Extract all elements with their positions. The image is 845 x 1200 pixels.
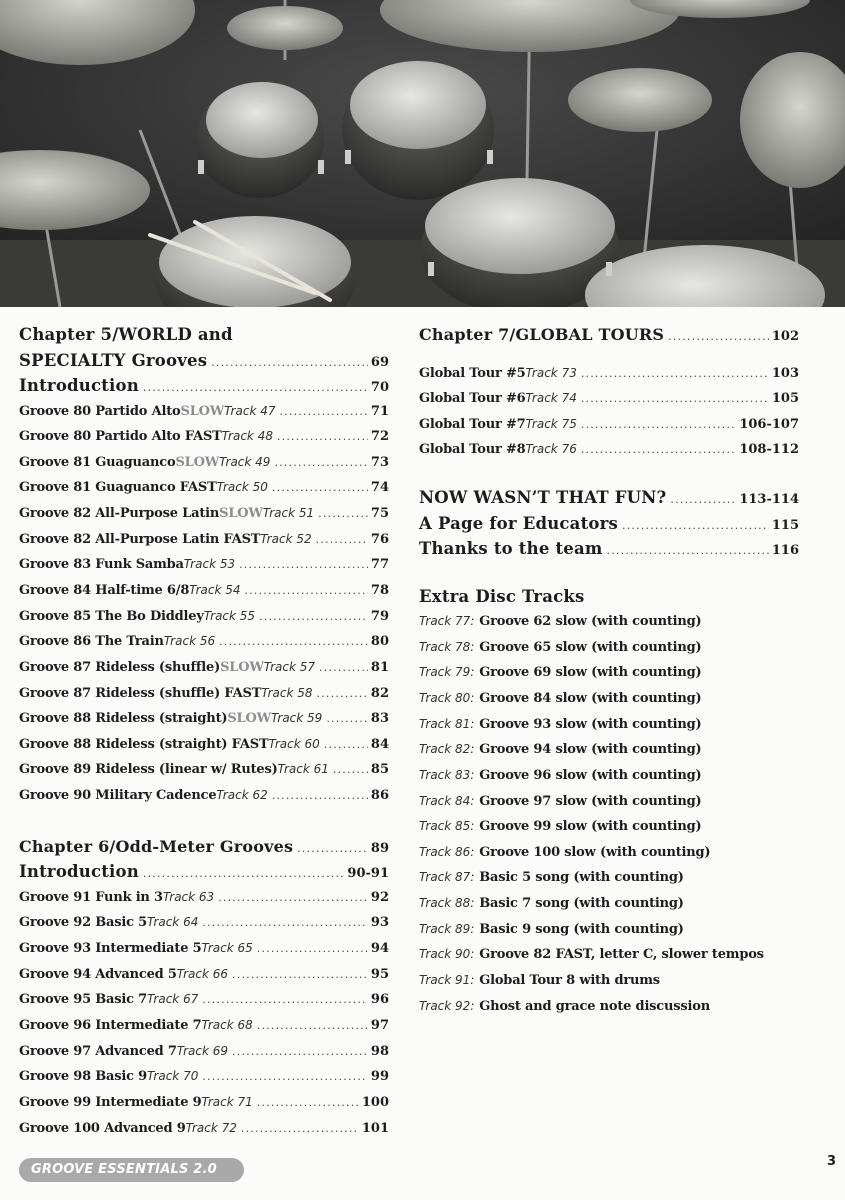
track-description: Groove 100 slow (with counting) bbox=[479, 844, 711, 860]
track-description: Groove 69 slow (with counting) bbox=[479, 665, 702, 681]
book-title: GROOVE ESSENTIALS bbox=[31, 1162, 189, 1177]
toc-entry[interactable] bbox=[419, 412, 799, 438]
track-description: Groove 84 slow (with counting) bbox=[479, 690, 702, 706]
track-ref: Track 75 bbox=[525, 416, 577, 431]
dot-leader bbox=[622, 513, 769, 539]
book-version: 2.0 bbox=[193, 1162, 217, 1177]
track-description: Basic 9 song (with counting) bbox=[479, 921, 684, 937]
page-number: 97 bbox=[370, 1017, 389, 1033]
entry-title: Groove 82 All-Purpose Latin bbox=[19, 506, 220, 522]
track-ref: Track 54 bbox=[189, 582, 241, 597]
extra-track-item[interactable] bbox=[419, 737, 799, 763]
toc-right-column bbox=[419, 322, 799, 1019]
dot-leader bbox=[279, 399, 367, 425]
toc-entry[interactable] bbox=[19, 910, 389, 936]
chapter-6-title: Chapter 6/Odd-Meter Grooves bbox=[19, 836, 294, 856]
entry-title: Groove 88 Rideless (straight) FAST bbox=[19, 736, 269, 752]
toc-entry[interactable] bbox=[19, 681, 389, 707]
misc-list bbox=[419, 485, 799, 562]
dot-leader bbox=[581, 412, 736, 438]
toc-entry-intro-6[interactable] bbox=[19, 859, 389, 885]
extra-track-item[interactable] bbox=[419, 712, 799, 738]
toc-entry[interactable] bbox=[419, 361, 799, 387]
dot-leader bbox=[272, 475, 368, 501]
entry-title: Groove 89 Rideless (linear w/ Rutes) bbox=[19, 762, 278, 778]
dot-leader bbox=[241, 1116, 359, 1142]
dot-leader bbox=[257, 1090, 359, 1116]
entry-title: NOW WASN’T THAT FUN? bbox=[419, 488, 667, 508]
dot-leader bbox=[272, 783, 368, 809]
extra-track-item[interactable] bbox=[419, 917, 799, 943]
track-description: Ghost and grace note discussion bbox=[479, 998, 710, 1014]
toc-entry[interactable] bbox=[19, 1064, 389, 1090]
chapter-5-title-line2: SPECIALTY Grooves bbox=[19, 350, 208, 370]
entry-title: Groove 86 The Train bbox=[19, 634, 164, 650]
track-ref: Track 84: bbox=[419, 793, 479, 808]
track-ref: Track 72 bbox=[185, 1120, 237, 1135]
track-description: Groove 99 slow (with counting) bbox=[479, 819, 702, 835]
extra-disc-list bbox=[419, 609, 799, 1019]
track-description: Groove 93 slow (with counting) bbox=[479, 716, 702, 732]
entry-title: Groove 87 Rideless (shuffle) FAST bbox=[19, 685, 262, 701]
track-ref: Track 78: bbox=[419, 639, 479, 654]
dot-leader bbox=[245, 578, 368, 604]
entry-title: Groove 80 Partido Alto bbox=[19, 403, 181, 419]
toc-entry[interactable] bbox=[19, 552, 389, 578]
track-ref: Track 69 bbox=[176, 1043, 229, 1058]
extra-track-item[interactable] bbox=[419, 865, 799, 891]
extra-track-item[interactable] bbox=[419, 840, 799, 866]
extra-track-item[interactable] bbox=[419, 891, 799, 917]
page-number: 82 bbox=[370, 685, 389, 701]
page-number: 70 bbox=[370, 380, 389, 395]
entry-title: Groove 90 Military Cadence bbox=[19, 788, 217, 804]
track-description: Groove 65 slow (with counting) bbox=[479, 639, 702, 655]
page-number: 100 bbox=[361, 1094, 389, 1110]
dot-leader bbox=[143, 861, 345, 887]
entry-title: Groove 87 Rideless (shuffle) bbox=[19, 659, 221, 675]
dot-leader bbox=[297, 836, 368, 862]
entry-title: Global Tour #7 bbox=[419, 416, 526, 432]
page-number: 92 bbox=[370, 889, 389, 905]
page-number: 113-114 bbox=[739, 492, 799, 508]
entry-title: Global Tour #8 bbox=[419, 442, 526, 458]
page-number: 95 bbox=[370, 966, 389, 982]
toc-entry-chapter-6[interactable] bbox=[19, 834, 389, 860]
entry-title: Groove 81 Guaguanco FAST bbox=[19, 480, 217, 496]
toc-entry-chapter-7[interactable] bbox=[419, 322, 799, 348]
toc-entry[interactable] bbox=[19, 629, 389, 655]
track-description: Global Tour 8 with drums bbox=[479, 973, 660, 989]
track-ref: Track 92: bbox=[419, 998, 479, 1013]
dot-leader bbox=[257, 936, 368, 962]
chapter-5-list bbox=[19, 399, 389, 809]
page-number: 75 bbox=[370, 506, 389, 522]
dot-leader bbox=[581, 437, 736, 463]
entry-title: Global Tour #5 bbox=[419, 365, 526, 381]
global-tour-list bbox=[419, 361, 799, 464]
dot-leader bbox=[232, 1039, 368, 1065]
track-description: Groove 97 slow (with counting) bbox=[479, 793, 702, 809]
toc-entry[interactable] bbox=[19, 501, 389, 527]
entry-title: Groove 88 Rideless (straight) bbox=[19, 711, 228, 727]
track-description: Groove 62 slow (with counting) bbox=[479, 614, 702, 630]
dot-leader bbox=[581, 386, 769, 412]
page-number: 102 bbox=[771, 329, 799, 344]
extra-track-item[interactable] bbox=[419, 660, 799, 686]
track-ref: Track 48 bbox=[221, 429, 273, 444]
entry-title: Groove 94 Advanced 5 bbox=[19, 966, 177, 982]
extra-track-item[interactable] bbox=[419, 942, 799, 968]
extra-track-item[interactable] bbox=[419, 994, 799, 1020]
dot-leader bbox=[274, 450, 367, 476]
dot-leader bbox=[324, 732, 368, 758]
entry-title: Groove 84 Half-time 6/8 bbox=[19, 582, 190, 598]
toc-entry[interactable] bbox=[19, 783, 389, 809]
toc-entry[interactable] bbox=[19, 936, 389, 962]
track-ref: Track 49 bbox=[219, 454, 271, 469]
toc-entry[interactable] bbox=[419, 386, 799, 412]
page-number: 105 bbox=[771, 391, 799, 407]
page-number: 73 bbox=[370, 454, 389, 470]
toc-entry[interactable] bbox=[19, 604, 389, 630]
page-number: 86 bbox=[370, 788, 389, 804]
chapter-6-list bbox=[19, 885, 389, 1141]
track-ref: Track 58 bbox=[261, 685, 313, 700]
extra-track-item[interactable] bbox=[419, 686, 799, 712]
dot-leader bbox=[317, 681, 368, 707]
toc-entry-chapter-5[interactable] bbox=[19, 348, 389, 374]
track-ref: Track 47 bbox=[224, 403, 276, 418]
toc-entry[interactable] bbox=[19, 706, 389, 732]
toc-entry[interactable] bbox=[19, 1039, 389, 1065]
page-number: 116 bbox=[771, 543, 799, 559]
dot-leader bbox=[319, 655, 368, 681]
track-ref: Track 79: bbox=[419, 665, 479, 680]
entry-title: Groove 91 Funk in 3 bbox=[19, 889, 163, 905]
dot-leader bbox=[202, 1064, 368, 1090]
dot-leader bbox=[219, 629, 368, 655]
entry-label: Introduction bbox=[19, 376, 139, 395]
page-number: 80 bbox=[370, 634, 389, 650]
toc-entry[interactable] bbox=[19, 527, 389, 553]
track-ref: Track 88: bbox=[419, 896, 479, 911]
book-title-badge bbox=[19, 1158, 244, 1182]
dot-leader bbox=[257, 1013, 368, 1039]
toc-entry[interactable] bbox=[19, 424, 389, 450]
dot-leader bbox=[670, 487, 736, 513]
dot-leader bbox=[143, 375, 368, 401]
entry-title: Groove 81 Guaguanco bbox=[19, 454, 176, 470]
track-ref: Track 83: bbox=[419, 767, 479, 782]
page-number: 72 bbox=[370, 429, 389, 445]
entry-title: Groove 100 Advanced 9 bbox=[19, 1120, 186, 1136]
track-description: Groove 96 slow (with counting) bbox=[479, 767, 702, 783]
extra-track-item[interactable] bbox=[419, 968, 799, 994]
dot-leader bbox=[202, 987, 368, 1013]
track-ref: Track 81: bbox=[419, 716, 479, 731]
page-number: 98 bbox=[370, 1043, 389, 1059]
page-number: 106-107 bbox=[739, 416, 799, 432]
entry-title: Groove 98 Basic 9 bbox=[19, 1069, 148, 1085]
dot-leader bbox=[232, 962, 368, 988]
page-number-footer: 3 bbox=[827, 1154, 837, 1169]
toc-entry[interactable] bbox=[19, 885, 389, 911]
track-ref: Track 77: bbox=[419, 614, 479, 629]
slow-tag: SLOW bbox=[227, 711, 271, 727]
slow-tag: SLOW bbox=[180, 403, 225, 419]
toc-entry[interactable] bbox=[19, 399, 389, 425]
page-number: 78 bbox=[370, 582, 389, 598]
page-number: 94 bbox=[370, 941, 389, 957]
extra-track-item[interactable] bbox=[419, 763, 799, 789]
toc-entry[interactable] bbox=[19, 987, 389, 1013]
page-number: 93 bbox=[370, 915, 389, 931]
toc-entry[interactable] bbox=[19, 450, 389, 476]
track-ref: Track 62 bbox=[216, 788, 268, 803]
entry-title: Thanks to the team bbox=[419, 539, 603, 559]
track-description: Basic 5 song (with counting) bbox=[479, 870, 684, 886]
track-ref: Track 57 bbox=[263, 659, 316, 674]
drum-kit-photo bbox=[0, 0, 845, 307]
extra-track-item[interactable] bbox=[419, 814, 799, 840]
track-ref: Track 80: bbox=[419, 690, 479, 705]
entry-title: Groove 93 Intermediate 5 bbox=[19, 941, 202, 957]
toc-entry-intro-5[interactable] bbox=[19, 373, 389, 399]
track-ref: Track 85: bbox=[419, 819, 479, 834]
page-number: 115 bbox=[771, 517, 799, 533]
track-ref: Track 71 bbox=[201, 1094, 253, 1109]
extra-track-item[interactable] bbox=[419, 609, 799, 635]
toc-entry[interactable] bbox=[19, 1013, 389, 1039]
entry-title: Groove 85 The Bo Diddley bbox=[19, 608, 204, 624]
track-ref: Track 56 bbox=[163, 634, 216, 649]
entry-title: Groove 97 Advanced 7 bbox=[19, 1043, 177, 1059]
extra-disc-title: Extra Disc Tracks bbox=[419, 586, 585, 606]
page-number: 85 bbox=[370, 762, 389, 778]
entry-title: Groove 99 Intermediate 9 bbox=[19, 1094, 202, 1110]
page-number: 96 bbox=[370, 992, 389, 1008]
track-ref: Track 65 bbox=[201, 941, 253, 956]
toc-entry[interactable] bbox=[19, 578, 389, 604]
page-number: 76 bbox=[370, 531, 389, 547]
track-ref: Track 63 bbox=[162, 889, 215, 904]
page-number: 108-112 bbox=[739, 442, 799, 458]
chapter-7-title: Chapter 7/GLOBAL TOURS bbox=[419, 325, 665, 344]
toc-entry[interactable] bbox=[19, 1090, 389, 1116]
slow-tag: SLOW bbox=[175, 454, 220, 470]
page-number: 99 bbox=[370, 1069, 389, 1085]
track-ref: Track 50 bbox=[216, 480, 268, 495]
track-ref: Track 68 bbox=[201, 1017, 253, 1032]
dot-leader bbox=[316, 527, 368, 553]
dot-leader bbox=[581, 361, 769, 387]
toc-entry[interactable] bbox=[19, 757, 389, 783]
page-number: 79 bbox=[370, 608, 389, 624]
track-description: Basic 7 song (with counting) bbox=[479, 896, 684, 912]
page-number: 83 bbox=[370, 711, 389, 727]
page-number: 81 bbox=[370, 659, 389, 675]
track-ref: Track 61 bbox=[277, 762, 329, 777]
track-ref: Track 60 bbox=[268, 736, 320, 751]
dot-leader bbox=[318, 501, 368, 527]
entry-title: Groove 92 Basic 5 bbox=[19, 915, 148, 931]
page-number: 103 bbox=[771, 365, 799, 381]
entry-title: Groove 82 All-Purpose Latin FAST bbox=[19, 531, 261, 547]
slow-tag: SLOW bbox=[219, 506, 263, 522]
track-ref: Track 55 bbox=[203, 608, 256, 623]
dot-leader bbox=[259, 604, 368, 630]
track-ref: Track 59 bbox=[270, 711, 323, 726]
track-ref: Track 91: bbox=[419, 973, 479, 988]
track-ref: Track 86: bbox=[419, 844, 479, 859]
track-ref: Track 64 bbox=[147, 915, 199, 930]
dot-leader bbox=[211, 350, 368, 376]
page-number: 90-91 bbox=[347, 866, 389, 882]
track-ref: Track 89: bbox=[419, 921, 479, 936]
track-ref: Track 73 bbox=[525, 365, 577, 380]
track-description: Groove 82 FAST, letter C, slower tempos bbox=[479, 947, 764, 963]
track-ref: Track 53 bbox=[183, 557, 236, 572]
track-ref: Track 82: bbox=[419, 742, 479, 757]
toc-entry[interactable] bbox=[419, 437, 799, 463]
track-ref: Track 52 bbox=[260, 531, 312, 546]
track-ref: Track 87: bbox=[419, 870, 479, 885]
entry-label: Introduction bbox=[19, 862, 139, 882]
toc-entry[interactable] bbox=[419, 511, 799, 537]
dot-leader bbox=[218, 885, 368, 911]
extra-track-item[interactable] bbox=[419, 789, 799, 815]
dot-leader bbox=[607, 538, 769, 564]
entry-title: Groove 96 Intermediate 7 bbox=[19, 1017, 202, 1033]
track-ref: Track 67 bbox=[147, 992, 199, 1007]
chapter-5-title-line1: Chapter 5/WORLD and bbox=[19, 325, 233, 344]
toc-left-column bbox=[19, 322, 389, 1141]
dot-leader bbox=[668, 324, 769, 350]
dot-leader bbox=[333, 757, 368, 783]
page-number: 69 bbox=[370, 354, 389, 370]
track-ref: Track 74 bbox=[525, 391, 577, 406]
dot-leader bbox=[239, 552, 368, 578]
page-number: 89 bbox=[370, 840, 389, 856]
toc-entry[interactable] bbox=[19, 732, 389, 758]
page-number: 101 bbox=[361, 1120, 389, 1136]
entry-title: Groove 83 Funk Samba bbox=[19, 557, 184, 573]
toc-entry[interactable] bbox=[19, 475, 389, 501]
entry-title: Groove 80 Partido Alto FAST bbox=[19, 429, 222, 445]
entry-title: Groove 95 Basic 7 bbox=[19, 992, 148, 1008]
toc-entry[interactable] bbox=[19, 962, 389, 988]
toc-entry[interactable] bbox=[19, 655, 389, 681]
page-number: 71 bbox=[370, 403, 389, 419]
track-ref: Track 76 bbox=[525, 442, 577, 457]
toc-entry[interactable] bbox=[19, 1116, 389, 1142]
dot-leader bbox=[277, 424, 368, 450]
extra-track-item[interactable] bbox=[419, 635, 799, 661]
dot-leader bbox=[326, 706, 368, 732]
track-ref: Track 51 bbox=[262, 506, 315, 521]
dot-leader bbox=[202, 910, 368, 936]
track-ref: Track 70 bbox=[147, 1069, 199, 1084]
slow-tag: SLOW bbox=[220, 659, 264, 675]
track-ref: Track 90: bbox=[419, 947, 479, 962]
page-number: 74 bbox=[370, 480, 389, 496]
track-ref: Track 66 bbox=[176, 966, 229, 981]
page-number: 84 bbox=[370, 736, 389, 752]
page-number: 77 bbox=[370, 557, 389, 573]
toc-entry[interactable] bbox=[419, 485, 799, 511]
entry-title: Global Tour #6 bbox=[419, 391, 526, 407]
entry-title: A Page for Educators bbox=[419, 513, 618, 533]
toc-entry[interactable] bbox=[419, 536, 799, 562]
track-description: Groove 94 slow (with counting) bbox=[479, 742, 702, 758]
